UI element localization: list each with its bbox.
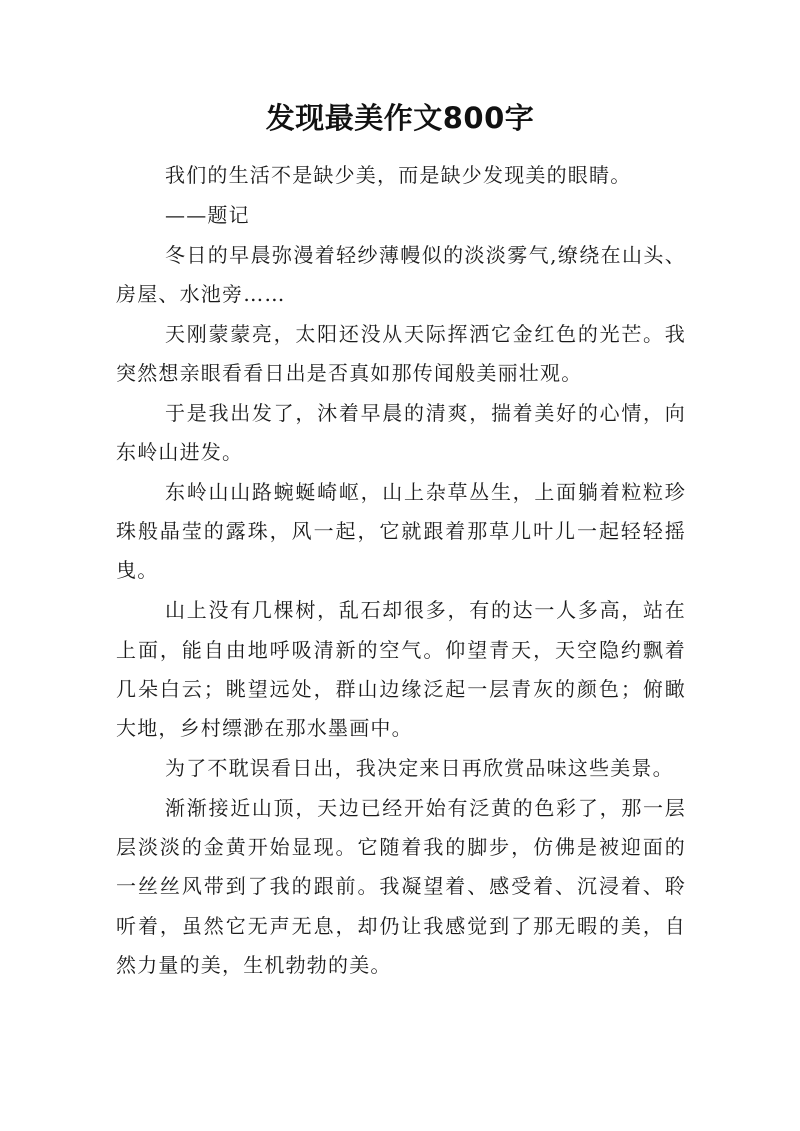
paragraph: 为了不耽误看日出，我决定来日再欣赏品味这些美景。	[165, 755, 674, 780]
paragraph: 山上没有几棵树，乱石却很多，有的达一人多高，站在上面，能自由地呼吸清新的空气。仰望青天，天空隐约飘着几朵白云；眺望远处，群山边缘泛起一层青灰的颜色；俯瞰大地，乡村缥渺在那水墨画中。	[116, 598, 686, 741]
paragraph: 冬日的早晨弥漫着轻纱薄幔似的淡淡雾气,缭绕在山头、房屋、水池旁……	[116, 242, 686, 306]
paragraph-epigraph: 我们的生活不是缺少美，而是缺少发现美的眼睛。	[165, 163, 632, 187]
document-title: 发现最美作文800字	[265, 101, 535, 135]
paragraph: 天刚蒙蒙亮，太阳还没从天际挥洒它金红色的光芒。我突然想亲眼看看日出是否真如那传闻般美丽壮观。	[116, 321, 686, 385]
paragraph: 于是我出发了，沐着早晨的清爽，揣着美好的心情，向东岭山进发。	[116, 400, 686, 465]
paragraph: 渐渐接近山顶，天边已经开始有泛黄的色彩了，那一层层淡淡的金黄开始显现。它随着我的脚步，仿佛是被迎面的一丝丝风带到了我的跟前。我凝望着、感受着、沉浸着、聆听着，虽然它无声无息，却仍让我感觉到了那无暇的美，自然力量的美，生机勃勃的美。	[116, 795, 686, 977]
paragraph-epigraph-attribution: ——题记	[165, 202, 250, 227]
document-body	[116, 156, 686, 986]
paragraph: 东岭山山路蜿蜒崎岖，山上杂草丛生，上面躺着粒粒珍珠般晶莹的露珠，风一起，它就跟着那草儿叶儿一起轻轻摇曳。	[116, 479, 686, 583]
